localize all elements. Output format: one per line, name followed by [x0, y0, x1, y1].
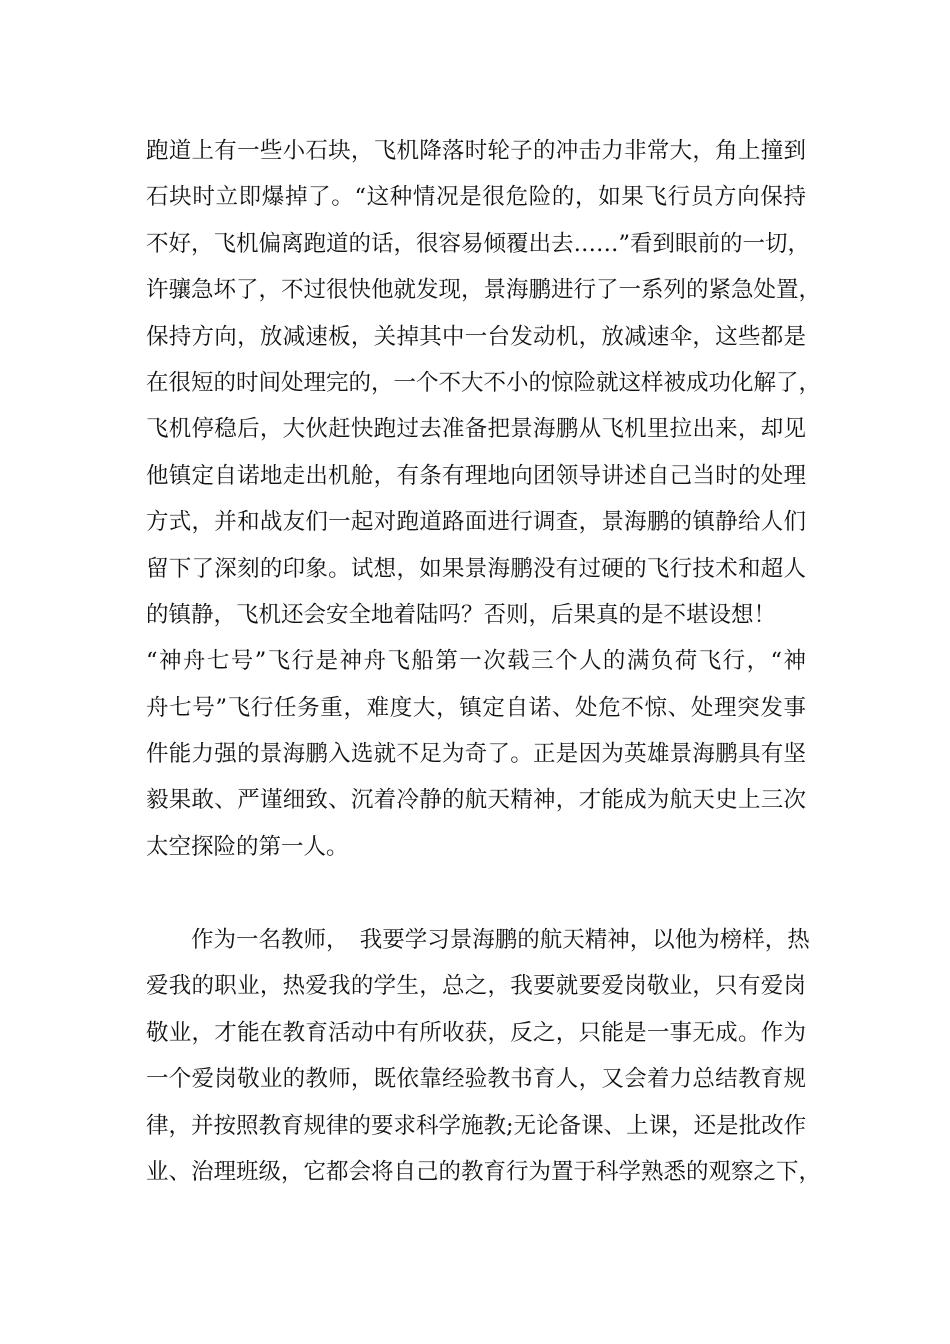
- text-line: 一个爱岗敬业的教师，既依靠经验教书育人，又会着力总结教育规: [146, 1066, 806, 1093]
- text-line: 保持方向，放减速板，关掉其中一台发动机，放减速伞，这些都是: [146, 323, 806, 350]
- text-line: 方式，并和战友们一起对跑道路面进行调查，景海鹏的镇静给人们: [146, 509, 806, 536]
- body-paragraph-1: [146, 128, 822, 870]
- text-line: “神舟七号”飞行是神舟飞船第一次载三个人的满负荷飞行，“神: [146, 648, 806, 675]
- text-line: 律，并按照教育规律的要求科学施教;无论备课、上课，还是批改作: [146, 1112, 807, 1139]
- text-line: 舟七号”飞行任务重，难度大，镇定自诺、处危不惊、处理突发事: [146, 694, 806, 721]
- text-line: 在很短的时间处理完的，一个不大不小的惊险就这样被成功化解了，: [146, 369, 822, 396]
- text-line: 许骧急坏了，不过很快他就发现，景海鹏进行了一系列的紧急处置，: [146, 277, 822, 304]
- body-paragraph-2: [146, 917, 822, 1195]
- text-line: 跑道上有一些小石块，飞机降落时轮子的冲击力非常大，角上撞到: [146, 138, 806, 164]
- text-line: 毅果敢、严谨细致、沉着冷静的航天精神，才能成为航天史上三次: [146, 787, 806, 814]
- text-line: 石块时立即爆掉了。“这种情况是很危险的，如果飞行员方向保持: [146, 184, 806, 211]
- text-line: 业、治理班级，它都会将自己的教育行为置于科学熟悉的观察之下，: [146, 1158, 822, 1185]
- text-line: 他镇定自诺地走出机舱，有条有理地向团领导讲述自己当时的处理: [146, 462, 806, 489]
- text-line: 爱我的职业，热爱我的学生，总之，我要就要爱岗敬业，只有爱岗: [146, 973, 806, 1000]
- text-line: 敬业，才能在教育活动中有所收获，反之，只能是一事无成。作为: [146, 1019, 806, 1046]
- text-line: 留下了深刻的印象。试想，如果景海鹏没有过硬的飞行技术和超人: [146, 555, 806, 582]
- text-line: 不好，飞机偏离跑道的话，很容易倾覆出去……”看到眼前的一切，: [146, 230, 811, 257]
- text-line: 飞机停稳后，大伙赶快跑过去准备把景海鹏从飞机里拉出来，却见: [146, 416, 806, 443]
- text-line: 太空探险的第一人。: [146, 833, 349, 860]
- text-line: 的镇静，飞机还会安全地着陆吗？否则，后果真的是不堪设想！: [146, 601, 777, 628]
- text-line: 件能力强的景海鹏入选就不足为奇了。正是因为英雄景海鹏具有坚: [146, 741, 806, 768]
- text-line: 作为一名教师， 我要学习景海鹏的航天精神，以他为榜样，热: [146, 927, 810, 953]
